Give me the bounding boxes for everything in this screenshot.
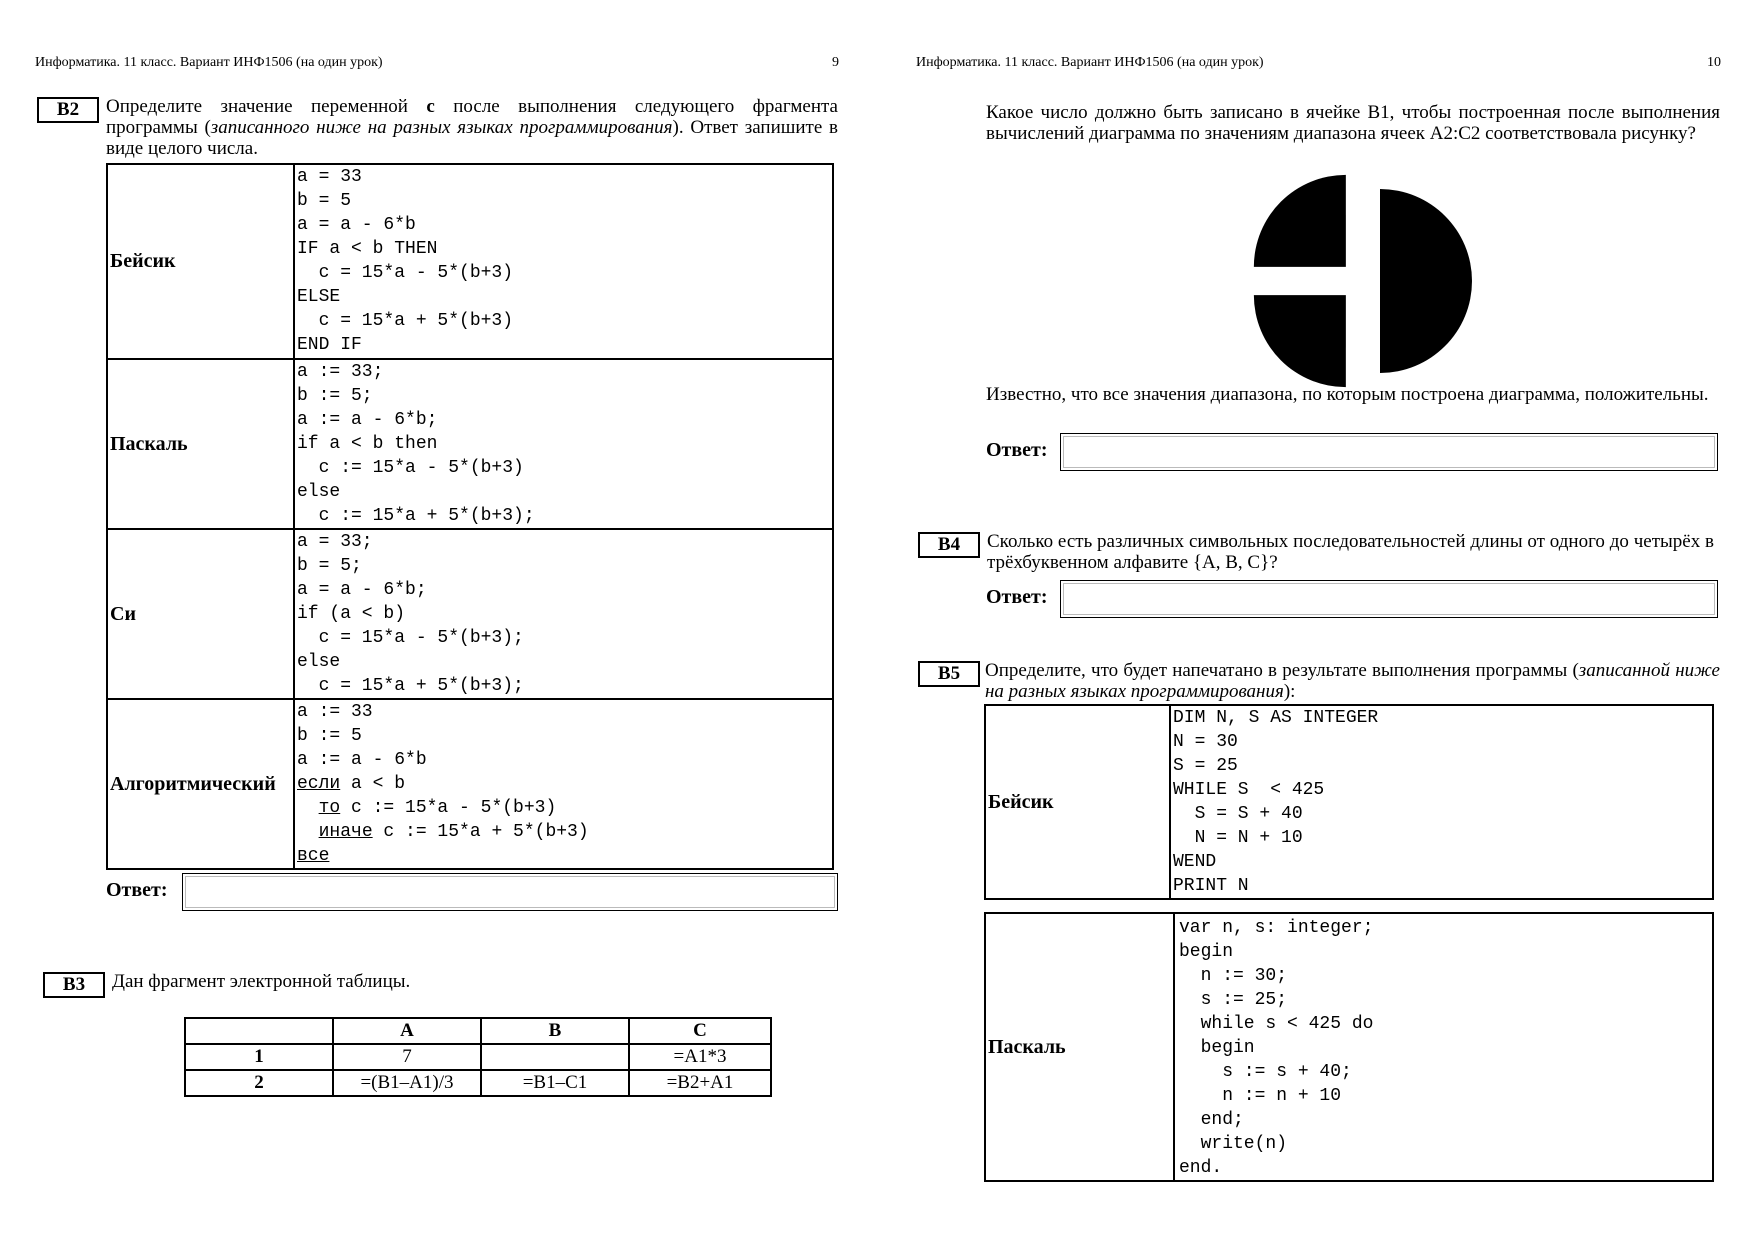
sheet-cell: 7 [333,1044,481,1070]
language-label: Паскаль [985,913,1174,1181]
code-row [107,699,833,869]
question-text-b3-continued: Какое число должно быть записано в ячейке B1, чтобы построенная после выполнения вычислений диаграмма по значениям диапазона ячеек A2:C2 соответствовала рисунку? [986,102,1720,144]
answer-field[interactable] [1060,433,1718,471]
code-block: var n, s: integer; begin n := 30; s := 25; while s < 425 do begin s := s + 40; n := n + 10 end; write(n) end. [1179,918,1374,1178]
keyword-else: иначе [318,822,373,842]
pie-slice-a2 [1380,189,1472,373]
sheet-row [185,1044,771,1070]
spreadsheet-fragment [184,1017,772,1097]
language-label: Си [107,529,294,699]
code-row [107,359,833,529]
text-part: Определите значение переменной [106,96,427,117]
language-label: Алгоритмический [107,699,294,869]
keyword-if: если [297,774,341,794]
page-header: Информатика. 11 класс. Вариант ИНФ1506 (на один урок) [35,55,383,70]
code-cell [294,529,833,699]
sheet-row [185,1070,771,1096]
italic-text: записанного ниже на разных языках программирования [210,117,673,138]
answer-b2 [106,873,838,913]
keyword-then: то [318,798,341,818]
column-header: B [481,1018,629,1044]
page-number: 10 [1707,55,1721,70]
code-row [107,164,833,359]
code-block: a := 33; b := 5; a := a - 6*b; if a < b then c := 15*a - 5*(b+3) else c := 15*a + 5*(b+3); [297,362,535,526]
code-table-b2 [106,163,834,870]
answer-label: Ответ: [106,879,168,901]
column-header: C [629,1018,771,1044]
code-cell [294,359,833,529]
pie-slice-c2 [1254,175,1346,267]
sheet-cell [481,1044,629,1070]
code-table-b5-basic [984,704,1714,900]
question-text-b3: Дан фрагмент электронной таблицы. [112,971,411,992]
question-text-b2 [106,96,838,159]
text-part: ): [1283,681,1296,702]
answer-b4 [986,580,1720,620]
answer-b3 [986,433,1720,473]
italic-text: записанной ниже на разных языках программирования [985,660,1720,702]
text-part: Определите, что будет напечатано в результате выполнения программы ( [985,660,1579,681]
code-line: a := a - 6*b [297,750,427,770]
code-table-b5-pascal [984,912,1714,1182]
code-row [985,705,1713,899]
code-cell [1174,913,1713,1181]
code-line: c := 15*a + 5*(b+3) [372,822,589,842]
code-block: a = 33 b = 5 a = a - 6*b IF a < b THEN c = 15*a - 5*(b+3) ELSE c = 15*a + 5*(b+3) END IF [297,167,514,355]
code-cell [1170,705,1713,899]
sheet-cell: =A1*3 [629,1044,771,1070]
language-label: Бейсик [107,164,294,359]
variable-name: c [426,96,435,117]
code-line: a := 33 [297,702,373,722]
question-text-b5 [985,660,1720,702]
answer-label: Ответ: [986,586,1048,608]
language-label: Паскаль [107,359,294,529]
question-label-b4: B4 [918,532,980,558]
sheet-corner [185,1018,333,1044]
sheet-cell: =B1–C1 [481,1070,629,1096]
keyword-end: все [297,846,330,866]
row-header: 1 [185,1044,333,1070]
right-page [877,0,1754,1239]
question-text-b4: Сколько есть различных символьных последовательностей длины от одного до четырёх в трёхбуквенном алфавите {A, B, C}? [987,531,1714,573]
answer-label: Ответ: [986,439,1048,461]
code-row [985,913,1713,1181]
pie-slice-b2 [1254,295,1346,387]
code-block: a = 33; b = 5; a = a - 6*b; if (a < b) c = 15*a - 5*(b+3); else c = 15*a + 5*(b+3); [297,532,524,696]
answer-field[interactable] [182,873,838,911]
code-cell [294,699,833,869]
code-line: a < b [340,774,406,794]
code-line: c := 15*a - 5*(b+3) [340,798,557,818]
code-block [295,700,832,868]
text-part: ). Ответ запишите в виде целого числа. [106,117,838,159]
sheet-cell: =B2+A1 [629,1070,771,1096]
question-label-b5: B5 [918,661,980,687]
answer-field[interactable] [1060,580,1718,618]
sheet-header-row [185,1018,771,1044]
code-block: DIM N, S AS INTEGER N = 30 S = 25 WHILE S < 425 S = S + 40 N = N + 10 WEND PRINT N [1173,708,1379,896]
language-label: Бейсик [985,705,1170,899]
page-header: Информатика. 11 класс. Вариант ИНФ1506 (на один урок) [916,55,1264,70]
pie-chart [1245,166,1475,396]
row-header: 2 [185,1070,333,1096]
text-part: после выполнения следующего фрагмента программы ( [106,96,838,138]
sheet-cell: =(B1–A1)/3 [333,1070,481,1096]
note-text: Известно, что все значения диапазона, по которым построена диаграмма, положительны. [986,384,1709,405]
page-number: 9 [832,55,839,70]
code-row [107,529,833,699]
code-line: b := 5 [297,726,362,746]
column-header: A [333,1018,481,1044]
code-cell [294,164,833,359]
question-label-b2: B2 [37,97,99,123]
question-label-b3: B3 [43,972,105,998]
